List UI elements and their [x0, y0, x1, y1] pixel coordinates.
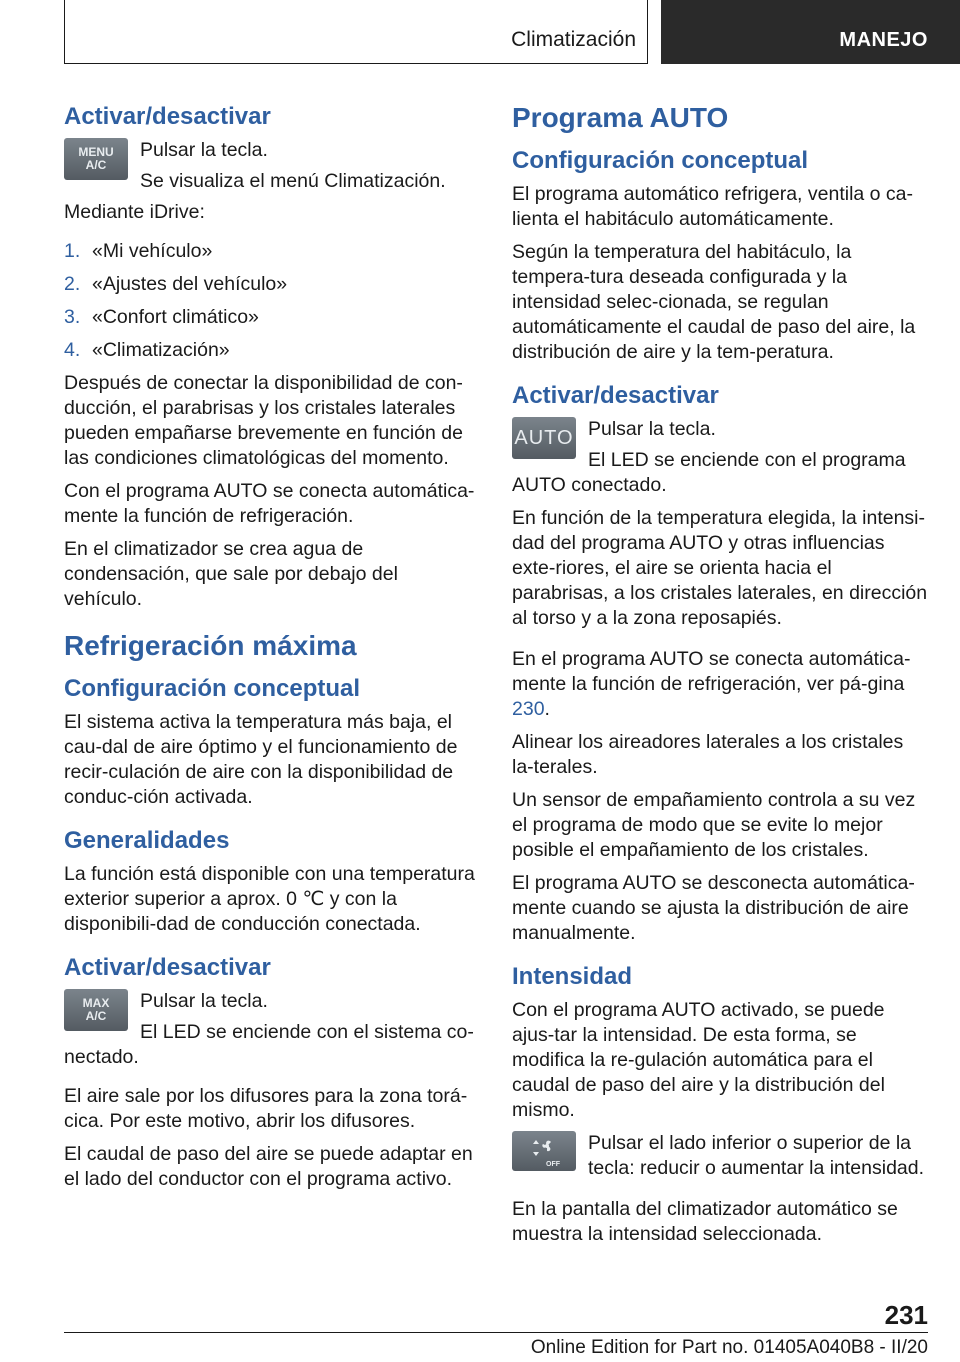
paragraph-sensor: Un sensor de empañamiento controla a su vez el programa de modo que se evite lo mejor posible el empañamiento de los cristales.: [512, 789, 916, 861]
paragraph-alinear: Alinear los aireadores laterales a los cristales la-terales.: [512, 731, 904, 778]
heading-generalidades: Generalidades: [64, 827, 230, 854]
heading-activar-auto: Activar/desactivar: [512, 382, 719, 409]
paragraph-auto-refrig: Con el programa AUTO se conecta automática-mente la función de refrigeración.: [64, 480, 475, 527]
fan-key-row: [512, 1131, 928, 1187]
heading-programa-auto: Programa AUTO: [512, 102, 729, 133]
left-column: [64, 98, 480, 1200]
max-key-text-2: El LED se enciende con el sistema co-nectado.: [64, 1021, 474, 1068]
footer-rule: [64, 1332, 928, 1333]
heading-configuracion-auto: Configuración conceptual: [512, 147, 809, 174]
heading-activar-menu: Activar/desactivar: [64, 103, 271, 130]
paragraph-aire: El aire sale por los difusores para la zona torá-cica. Por este motivo, abrir los difusores.: [64, 1085, 468, 1132]
menu-key-text-1: Pulsar la tecla.: [140, 139, 268, 161]
paragraph-sistema: El sistema activa la temperatura más baja, el cau-dal de aire óptimo y el funcionamiento de recir-culación de aire con la disponibilidad de conduc-ción activada.: [64, 711, 458, 808]
paragraph-programa: El programa automático refrigera, ventila o ca-lienta el habitáculo automáticamente.: [512, 183, 914, 230]
heading-configuracion: Configuración conceptual: [64, 675, 361, 702]
header-chapter-label: MANEJO: [839, 29, 928, 51]
list-item: 3. «Confort climático»: [64, 306, 259, 328]
paragraph-segun: Según la temperatura del habitáculo, la tempera-tura deseada configurada y la intensidad selec-cionada, se regulan automáticamente el caudal de paso del aire, la distribución de aire y la tem-peratura.: [512, 241, 916, 363]
max-key-row: [64, 989, 480, 1070]
list-item: 4. «Climatización»: [64, 339, 230, 361]
fan-key-text: Pulsar el lado inferior o superior de la tecla: reducir o aumentar la intensidad.: [588, 1132, 925, 1179]
auto-key-icon: AUTO: [512, 417, 576, 459]
fan-intensity-key-icon: [512, 1131, 576, 1171]
max-ac-key-icon: MAX A/C: [64, 989, 128, 1031]
idrive-intro: Mediante iDrive:: [64, 201, 205, 223]
auto-key-text-2: El LED se enciende con el programa AUTO conectado.: [512, 449, 906, 496]
menu-ac-key-icon: MENU A/C: [64, 138, 128, 180]
fan-icon: [527, 1135, 561, 1161]
heading-refrigeracion-maxima: Refrigeración máxima: [64, 630, 357, 661]
paragraph-en-funcion: En función de la temperatura elegida, la intensi-dad del programa AUTO y otras influencias exte-riores, el aire se orienta hacia el parabrisas, a los cristales laterales, en dirección al torso y a la zona reposapiés.: [512, 507, 928, 629]
heading-activar-max: Activar/desactivar: [64, 954, 271, 981]
fan-off-label: OFF: [546, 1160, 560, 1168]
footer-edition: Online Edition for Part no. 01405A040B8 - II/20: [530, 1337, 928, 1358]
max-key-text-1: Pulsar la tecla.: [140, 990, 268, 1012]
page-number: 231: [884, 1300, 928, 1330]
paragraph-funcion: La función está disponible con una temperatura exterior superior a aprox. 0 ℃ y con la disponibili-dad de conducción conectada.: [64, 863, 475, 935]
header-rule-bottom: [64, 63, 648, 64]
idrive-steps: [64, 239, 480, 363]
header-rule-left: [64, 0, 65, 64]
paragraph-intensidad: Con el programa AUTO activado, se puede ajus-tar la intensidad. De esta forma, se modifica la re-gulación automática para el caudal de paso del aire y la distribución del mismo.: [512, 999, 885, 1121]
paragraph-caudal: El caudal de paso del aire se puede adaptar en el lado del conductor con el programa activo.: [64, 1143, 473, 1190]
page-link-230[interactable]: 230: [512, 698, 545, 720]
paragraph-pantalla: En la pantalla del climatizador automático se muestra la intensidad seleccionada.: [512, 1198, 898, 1245]
auto-key-text-1: Pulsar la tecla.: [588, 418, 716, 440]
header-section-title: Climatización: [511, 28, 636, 51]
heading-intensidad: Intensidad: [512, 963, 633, 990]
paragraph-despues: Después de conectar la disponibilidad de con-ducción, el parabrisas y los cristales laterales pueden empañarse brevemente en función de las condiciones climatológicas del momento.: [64, 372, 463, 469]
auto-key-row: [512, 417, 928, 498]
paragraph-agua: En el climatizador se crea agua de condensación, que sale por debajo del vehículo.: [64, 538, 398, 610]
paragraph-desconecta: El programa AUTO se desconecta automática-mente cuando se ajusta la distribución de aire manualmente.: [512, 872, 915, 944]
header-chapter-tab: [661, 0, 960, 64]
paragraph-conecta: En el programa AUTO se conecta automática-mente la función de refrigeración, ver pá-gina 230.: [512, 648, 911, 720]
menu-key-text-2: Se visualiza el menú Climatización.: [140, 170, 446, 192]
list-item: 1. «Mi vehículo»: [64, 240, 213, 262]
header-rule-right: [647, 0, 648, 64]
right-column: [512, 98, 928, 1255]
menu-key-row: [64, 138, 480, 194]
list-item: 2. «Ajustes del vehículo»: [64, 273, 288, 295]
